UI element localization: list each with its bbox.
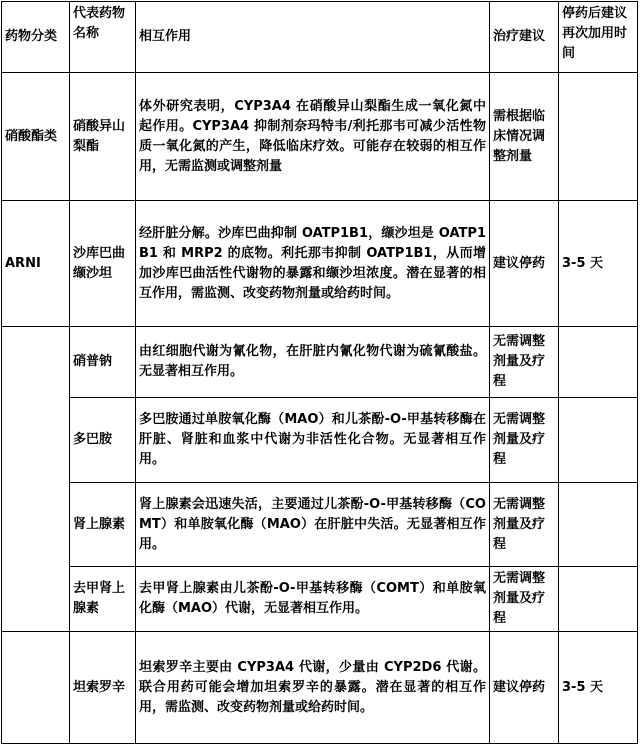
advice-cell: 无需调整剂量及疗程 <box>490 397 559 482</box>
advice-cell: 需根据临床情况调整剂量 <box>490 73 559 201</box>
drug-name-cell: 坦索罗辛 <box>70 632 136 744</box>
interaction-cell: 肾上腺素会迅速失活，主要通过儿茶酚-O-甲基转移酶（COMT）和单胺氧化酶（MAO）在肝脏中失活。无显著相互作用。 <box>136 482 490 566</box>
drug-name-cell: 去甲肾上腺素 <box>70 567 136 632</box>
stop-time-cell <box>559 567 638 632</box>
category-cell <box>2 632 70 744</box>
advice-cell: 无需调整剂量及疗程 <box>490 327 559 397</box>
header-advice: 治疗建议 <box>490 2 559 73</box>
stop-time-cell: 3-5 天 <box>559 200 638 327</box>
stop-time-cell <box>559 397 638 482</box>
header-category: 药物分类 <box>2 2 70 73</box>
drug-name-cell: 多巴胺 <box>70 397 136 482</box>
header-drug-name: 代表药物名称 <box>70 2 136 73</box>
advice-cell: 无需调整剂量及疗程 <box>490 567 559 632</box>
table-row <box>2 73 638 201</box>
header-row <box>2 2 638 73</box>
header-stop-time: 停药后建议再次加用时间 <box>559 2 638 73</box>
table-row <box>2 397 638 482</box>
table-row <box>2 632 638 744</box>
drug-name-cell: 硝普钠 <box>70 327 136 397</box>
table-row <box>2 200 638 327</box>
interaction-cell: 体外研究表明，CYP3A4 在硝酸异山梨酯生成一氧化氮中起作用。CYP3A4 抑制剂奈玛特韦/利托那韦可减少活性物质一氧化氮的产生，降低临床疗效。可能存在较弱的相互作用，无需监测或调整剂量 <box>136 73 490 201</box>
advice-cell: 无需调整剂量及疗程 <box>490 482 559 566</box>
advice-cell: 建议停药 <box>490 632 559 744</box>
drug-name-cell: 硝酸异山梨酯 <box>70 73 136 201</box>
advice-cell: 建议停药 <box>490 200 559 327</box>
drug-name-cell: 肾上腺素 <box>70 482 136 566</box>
category-cell: ARNI <box>2 200 70 327</box>
interaction-cell: 经肝脏分解。沙库巴曲抑制 OATP1B1，缬沙坦是 OATP1B1 和 MRP2 的底物。利托那韦抑制 OATP1B1，从而增加沙库巴曲活性代谢物的暴露和缬沙坦浓度。潜在显著的相互作用，需监测、改变药物剂量或给药时间。 <box>136 200 490 327</box>
drug-name-cell: 沙库巴曲缬沙坦 <box>70 200 136 327</box>
interaction-cell: 坦索罗辛主要由 CYP3A4 代谢，少量由 CYP2D6 代谢。联合用药可能会增加坦索罗辛的暴露。潜在显著的相互作用，需监测、改变药物剂量或给药时间。 <box>136 632 490 744</box>
table-row <box>2 567 638 632</box>
interaction-cell: 多巴胺通过单胺氧化酶（MAO）和儿茶酚-O-甲基转移酶在肝脏、肾脏和血浆中代谢为非活性化合物。无显著相互作用。 <box>136 397 490 482</box>
stop-time-cell: 3-5 天 <box>559 632 638 744</box>
interaction-cell: 去甲肾上腺素由儿茶酚-O-甲基转移酶（COMT）和单胺氧化酶（MAO）代谢，无显著相互作用。 <box>136 567 490 632</box>
category-cell: 硝酸酯类 <box>2 73 70 201</box>
category-cell <box>2 327 70 632</box>
table-row <box>2 327 638 397</box>
stop-time-cell <box>559 73 638 201</box>
interaction-cell: 由红细胞代谢为氰化物，在肝脏内氰化物代谢为硫氰酸盐。无显著相互作用。 <box>136 327 490 397</box>
stop-time-cell <box>559 327 638 397</box>
header-interaction: 相互作用 <box>136 2 490 73</box>
table-row <box>2 482 638 566</box>
stop-time-cell <box>559 482 638 566</box>
drug-interaction-table <box>1 1 638 744</box>
